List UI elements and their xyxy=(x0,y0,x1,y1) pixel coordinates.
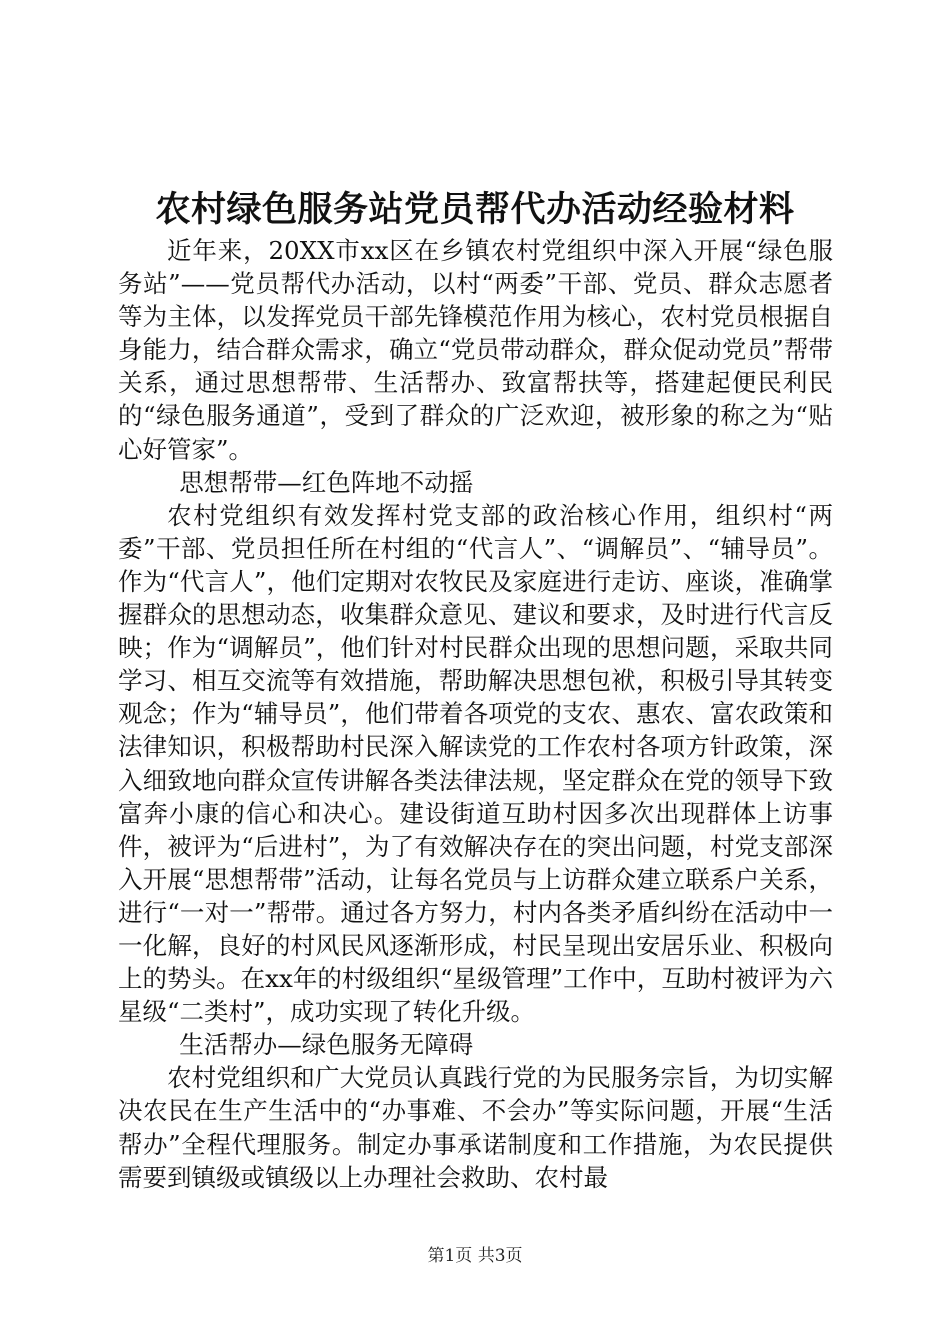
page-footer: 第1页 共3页 xyxy=(427,1246,523,1266)
document-title: 农村绿色服务站党员帮代办活动经验材料 xyxy=(155,189,795,230)
paragraph-intro: 近年来，20XX市xx区在乡镇农村党组织中深入开展“绿色服务站”——党员帮代办活动，以村“两委”干部、党员、群众志愿者等为主体，以发挥党员干部先锋模范作用为核心，农村党员根据自身能力，结合群众需求，确立“党员带动群众，群众促动党员”帮带关系，通过思想帮带、生活帮办、致富帮扶等，搭建起便民利民的“绿色服务通道”，受到了群众的广泛欢迎，被形象的称之为“贴心好管家”。 xyxy=(118,236,833,464)
document-body xyxy=(118,234,833,1194)
paragraph-life: 农村党组织和广大党员认真践行党的为民服务宗旨，为切实解决农民在生产生活中的“办事难、不会办”等实际问题，开展“生活帮办”全程代理服务。制定办事承诺制度和工作措施，为农民提供需要到镇级或镇级以上办理社会救助、农村最 xyxy=(118,1063,833,1192)
paragraph-thought: 农村党组织有效发挥村党支部的政治核心作用，组织村“两委”干部、党员担任所在村组的“代言人”、“调解员”、“辅导员”。作为“代言人”，他们定期对农牧民及家庭进行走访、座谈，准确掌握群众的思想动态，收集群众意见、建议和要求，及时进行代言反映；作为“调解员”，他们针对村民群众出现的思想问题，采取共同学习、相互交流等有效措施，帮助解决思想包袱，积极引导其转变观念；作为“辅导员”，他们带着各项党的支农、惠农、富农政策和法律知识，积极帮助村民深入解读党的工作农村各项方针政策，深入细致地向群众宣传讲解各类法律法规，坚定群众在党的领导下致富奔小康的信心和决心。建设街道互助村因多次出现群体上访事件，被评为“后进村”，为了有效解决存在的突出问题，村党支部深入开展“思想帮带”活动，让每名党员与上访群众建立联系户关系，进行“一对一”帮带。通过各方努力，村内各类矛盾纠纷在活动中一一化解，良好的村风民风逐渐形成，村民呈现出安居乐业、积极向上的势头。在xx年的村级组织“星级管理”工作中，互助村被评为六星级“二类村”，成功实现了转化升级。 xyxy=(118,500,833,1027)
section-heading-thought: 思想帮带—红色阵地不动摇 xyxy=(179,467,474,497)
section-heading-life: 生活帮办—绿色服务无障碍 xyxy=(179,1030,474,1060)
